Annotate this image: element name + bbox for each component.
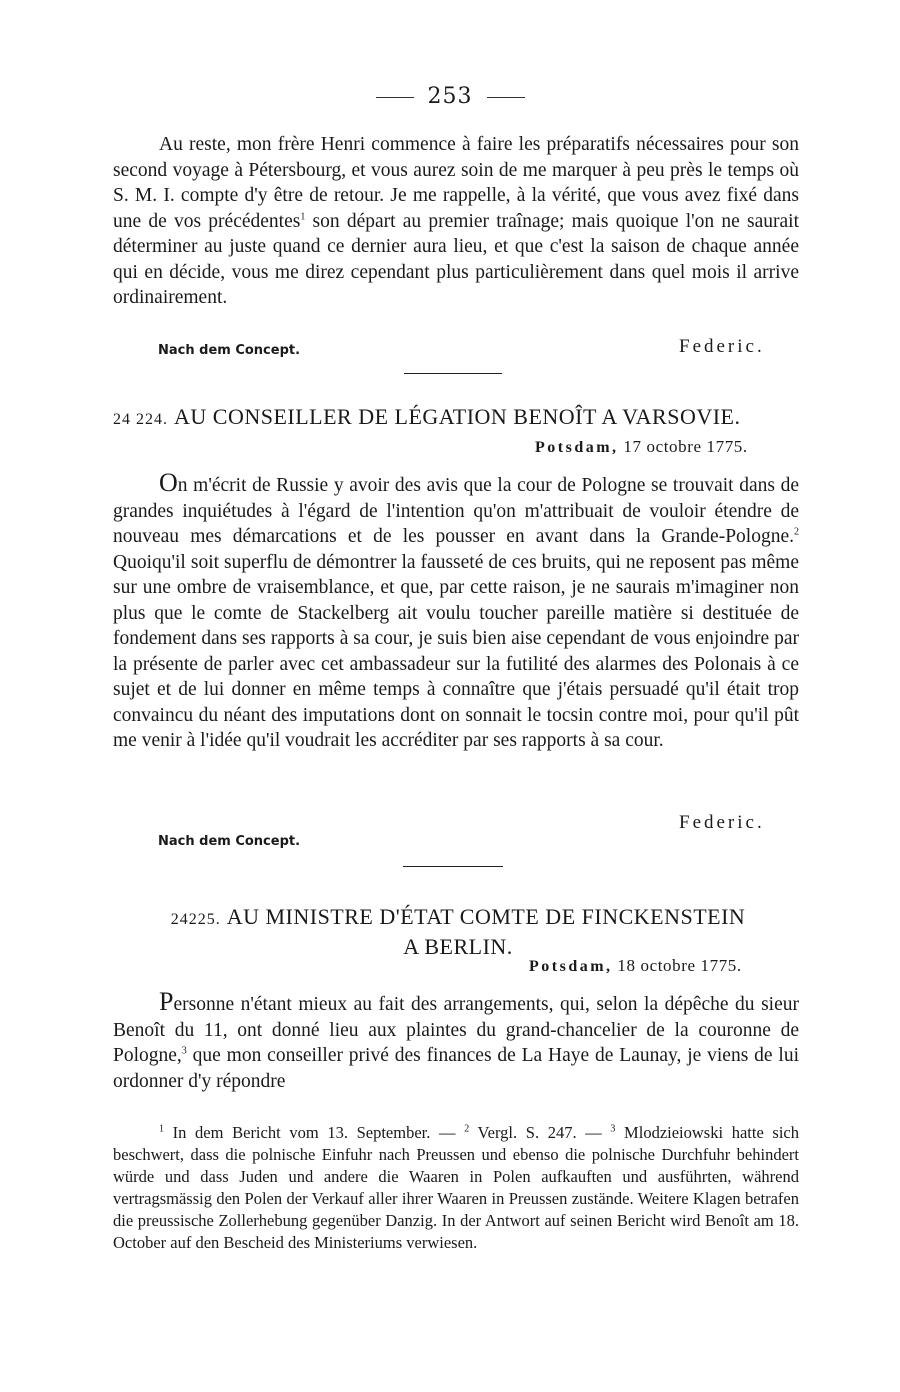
letter-text-24225-a: ersonne n'étant mieux au fait des arrangements, qui, selon la dépêche du sieur Benoît du 11, ont donné lieu aux plaintes du grand-chancelier de la couronne de Pologne, bbox=[113, 994, 799, 1066]
footnote-mark-3: 3 bbox=[610, 1123, 616, 1135]
letter-body-24224 bbox=[113, 470, 799, 754]
signature-1: Federic. bbox=[679, 336, 765, 357]
letter-title-24225: AU MINISTRE D'ÉTAT COMTE DE FINCKENSTEIN bbox=[226, 904, 746, 929]
letter-text-24224-b: Quoiqu'il soit superflu de démontrer la fausseté de ces bruits, qui ne reposent pas même sur une ombre de vraisemblance, et que, par cette raison, je ne saurais m'imaginer non plus que le comte de Stackelberg ait voulu toucher pareille matière si destituée de fondement dans ses rapports à sa cour, je suis bien aise cependant de vous enjoindre par la présente de parler avec cet ambassadeur sur la futilité des alarmes des Polonais à ce sujet et de lui donner en même temps à connaître que j'étais persuadé qu'il était trop convaincu du néant des imputations dont on sonnait le tocsin contre moi, pour qu'il pût me venir à l'idée qu'il voudrait les accréditer par ses rapports à sa cour. bbox=[113, 551, 799, 751]
footnotes bbox=[113, 1122, 799, 1254]
letter-heading-24224 bbox=[113, 404, 803, 430]
section-divider-1 bbox=[404, 373, 502, 374]
dateline-date-24224: 17 octobre 1775. bbox=[623, 437, 748, 456]
dateline-24225 bbox=[529, 956, 742, 976]
continuation-text: Au reste, mon frère Henri commence à faire les préparatifs nécessaires pour son second voyage à Pétersbourg, et vous aurez soin de me marquer à peu près le temps où S. M. I. compte d'y être de retour. Je me rappelle, à la vérité, que vous avez fixé dans une de vos précédentes bbox=[113, 134, 799, 232]
letter-heading-24225 bbox=[113, 903, 803, 960]
letter-paragraph-24224 bbox=[113, 470, 799, 754]
continuation-text-2: son départ au premier traînage; mais quoique l'on ne saurait déterminer au juste quand ce dernier aura lieu, et que c'est la saison de chaque année qui en décide, vous me direz cependant plus particulièrement dans quel mois il arrive ordinairement. bbox=[113, 210, 799, 308]
letter-continuation bbox=[113, 132, 799, 311]
letter-number-24224: 24 224. bbox=[113, 411, 168, 428]
dateline-24224 bbox=[535, 437, 748, 457]
footnote-ref-1: 1 bbox=[300, 211, 306, 222]
letter-text-24224-a: n m'écrit de Russie y avoir des avis que la cour de Pologne se trouvait dans de grandes inquiétudes à l'égard de l'intention qu'on m'attribuait de vouloir étendre de nouveau mes démarcations et de les pousser en avant dans la Grande-Pologne. bbox=[113, 475, 799, 547]
letter-number-24225: 24225. bbox=[170, 911, 221, 928]
letter-heading-24225-line1 bbox=[113, 903, 803, 933]
signature-24224: Federic. bbox=[679, 812, 765, 833]
letter-heading-24225-line2: A BERLIN. bbox=[403, 934, 513, 959]
footnote-3: Mlodzieiowski hatte sich beschwert, dass die polnische Einfuhr nach Preussen und ebenso die polnische Durchfuhr behindert würde und dass Juden und andere die Waaren in Polen aufkauften und ausführten, während vertragsmässig den Polen der Verkauf aller ihrer Waaren in Preussen zustände. Weitere Klagen betrafen die preussische Zollerhebung gegenüber Danzig. In der Antwort auf seinen Bericht wird Benoît am 18. October auf den Bescheid des Ministeriums verwiesen. bbox=[113, 1123, 800, 1252]
letter-text-24225-b: que mon conseiller privé des finances de La Haye de Launay, je viens de lui ordonner d'y répondre bbox=[113, 1045, 799, 1092]
dateline-place-24225: Potsdam, bbox=[529, 958, 613, 975]
section-divider-2 bbox=[403, 866, 503, 867]
footnote-ref-2: 2 bbox=[794, 526, 799, 538]
footnote-mark-2: 2 bbox=[464, 1123, 470, 1135]
page-number: 253 bbox=[427, 84, 473, 109]
footnote-mark-1: 1 bbox=[159, 1123, 164, 1135]
page-number-rule-right bbox=[487, 97, 525, 98]
dateline-date-24225: 18 octobre 1775. bbox=[617, 956, 742, 975]
footnote-1: In dem Bericht vom 13. September. — bbox=[164, 1123, 465, 1142]
initial-letter-24224: O bbox=[159, 468, 178, 497]
source-note-1: Nach dem Concept. bbox=[158, 343, 301, 358]
source-note-24224: Nach dem Concept. bbox=[158, 834, 301, 849]
page-number-line bbox=[0, 84, 900, 109]
letter-title-24224: AU CONSEILLER DE LÉGATION BENOÎT A VARSOVIE. bbox=[174, 404, 741, 429]
dateline-place-24224: Potsdam, bbox=[535, 439, 619, 456]
continuation-paragraph bbox=[113, 132, 799, 311]
letter-paragraph-24225 bbox=[113, 989, 799, 1094]
footnotes-paragraph bbox=[113, 1122, 799, 1254]
initial-letter-24225: P bbox=[159, 987, 174, 1016]
letter-body-24225 bbox=[113, 989, 799, 1094]
page-number-rule-left bbox=[376, 97, 414, 98]
footnote-ref-3: 3 bbox=[181, 1045, 187, 1057]
footnote-2: Vergl. S. 247. — bbox=[469, 1123, 611, 1142]
